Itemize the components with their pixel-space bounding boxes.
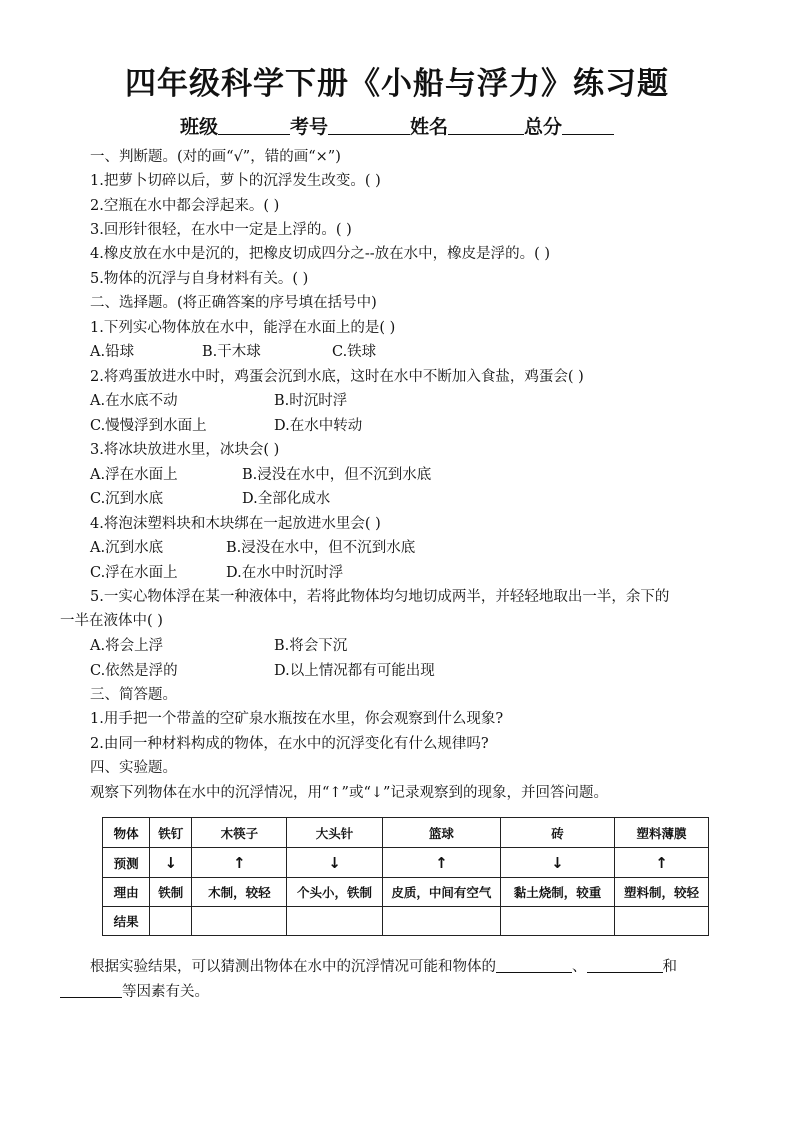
q2-option-d: D.在水中转动 [274,418,363,434]
table-cell: 铁制 [150,878,192,907]
result-cell[interactable] [287,907,383,936]
section1-item-5: 5.物体的沉浮与自身材料有关。( ) [90,271,309,287]
q2-option-c: C.慢慢浮到水面上 [90,418,207,434]
page-title: 四年级科学下册《小船与浮力》练习题 [125,66,669,102]
q3-option-a: A.浮在水面上 [90,467,178,483]
q5-stem-line2: 一半在液体中( ) [60,613,163,629]
table-cell: 物体 [103,818,150,848]
table-cell: 大头针 [287,818,383,848]
table-cell: 结果 [103,907,150,936]
q1-option-a: A.铅球 [90,344,135,360]
q4-stem: 4.将泡沫塑料块和木块绑在一起放进水里会( ) [90,516,381,532]
name-blank[interactable] [448,116,524,135]
q3-option-d: D.全部化成水 [242,491,331,507]
q2-stem: 2.将鸡蛋放进水中时，鸡蛋会沉到水底，这时在水中不断加入食盐，鸡蛋会( ) [90,369,584,385]
table-header-row [103,818,709,848]
conclusion-blank-3[interactable] [60,982,122,998]
table-cell: 篮球 [382,818,500,848]
q2-option-a: A.在水底不动 [90,393,178,409]
result-cell[interactable] [192,907,287,936]
section3-item-2: 2.由同一种材料构成的物体，在水中的沉浮变化有什么规律吗? [90,736,489,752]
q3-option-b: B.浸没在水中，但不沉到水底 [242,467,432,483]
result-cell[interactable] [615,907,709,936]
result-cell[interactable] [500,907,614,936]
experiment-table [102,817,709,936]
q4-option-d: D.在水中时沉时浮 [226,565,344,581]
section3-heading: 三、简答题。 [90,687,177,703]
section3-item-1: 1.用手把一个带盖的空矿泉水瓶按在水里，你会观察到什么现象? [90,711,504,727]
result-cell[interactable] [382,907,500,936]
q5-stem-line1: 5.一实心物体浮在某一种液体中，若将此物体均匀地切成两半，并轻轻地取出一半，余下的 [90,589,670,605]
section1-item-2: 2.空瓶在水中都会浮起来。( ) [90,198,280,214]
table-row-predict [103,848,709,878]
conclusion-line2 [60,981,209,1003]
q4-option-a: A.沉到水底 [90,540,164,556]
q3-option-c: C.沉到水底 [90,491,164,507]
table-cell: 砖 [500,818,614,848]
section1-heading: 一、判断题。(对的画“√”，错的画“×”) [90,149,341,165]
section2-heading: 二、选择题。(将正确答案的序号填在括号中) [90,295,377,311]
q4-option-c: C.浮在水面上 [90,565,178,581]
result-cell[interactable] [150,907,192,936]
q3-stem: 3.将冰块放进水里，冰块会( ) [90,442,280,458]
q5-option-a: A.将会上浮 [90,638,164,654]
section4-heading: 四、实验题。 [90,760,177,776]
q2-option-b: B.时沉时浮 [274,393,348,409]
score-label: 总分 [524,116,563,138]
table-row-result [103,907,709,936]
up-arrow-icon: ↑ [192,848,287,878]
down-arrow-icon: ↓ [150,848,192,878]
up-arrow-icon: ↑ [615,848,709,878]
table-cell: 预测 [103,848,150,878]
section4-intro: 观察下列物体在水中的沉浮情况，用“↑”或“↓”记录观察到的现象，并回答问题。 [90,785,608,801]
section1-item-3: 3.回形针很轻，在水中一定是上浮的。( ) [90,222,352,238]
conclusion-and: 和 [662,959,677,975]
q4-option-b: B.浸没在水中，但不沉到水底 [226,540,416,556]
down-arrow-icon: ↓ [287,848,383,878]
q1-stem: 1.下列实心物体放在水中，能浮在水面上的是( ) [90,320,396,336]
class-label: 班级 [179,116,218,138]
conclusion-text-2: 等因素有关。 [122,984,209,1000]
table-cell: 黏土烧制，较重 [500,878,614,907]
table-cell: 木制，较轻 [192,878,287,907]
section1-item-4: 4.橡皮放在水中是沉的，把橡皮切成四分之--放在水中，橡皮是浮的。( ) [90,246,551,262]
table-cell: 理由 [103,878,150,907]
q5-option-c: C.依然是浮的 [90,663,178,679]
conclusion-text-1: 根据实验结果，可以猜测出物体在水中的沉浮情况可能和物体的 [90,959,496,975]
conclusion-line1 [90,956,677,978]
exam-no-label: 考号 [289,116,328,138]
up-arrow-icon: ↑ [382,848,500,878]
table-cell: 个头小，铁制 [287,878,383,907]
q1-option-c: C.铁球 [332,344,377,360]
q5-option-b: B.将会下沉 [274,638,348,654]
table-cell: 皮质，中间有空气 [382,878,500,907]
conclusion-blank-2[interactable] [587,957,663,973]
section1-item-1: 1.把萝卜切碎以后，萝卜的沉浮发生改变。( ) [90,173,381,189]
table-row-reason [103,878,709,907]
class-blank[interactable] [218,116,290,135]
student-info-line [0,112,794,139]
q1-option-b: B.干木球 [202,344,261,360]
table-cell: 塑料薄膜 [615,818,709,848]
table-cell: 铁钉 [150,818,192,848]
q5-option-d: D.以上情况都有可能出现 [274,663,435,679]
conclusion-separator: 、 [572,959,587,975]
score-blank[interactable] [562,116,614,135]
down-arrow-icon: ↓ [500,848,614,878]
exam-no-blank[interactable] [328,116,410,135]
table-cell: 塑料制，较轻 [615,878,709,907]
conclusion-blank-1[interactable] [496,957,572,973]
name-label: 姓名 [410,116,449,138]
table-cell: 木筷子 [192,818,287,848]
